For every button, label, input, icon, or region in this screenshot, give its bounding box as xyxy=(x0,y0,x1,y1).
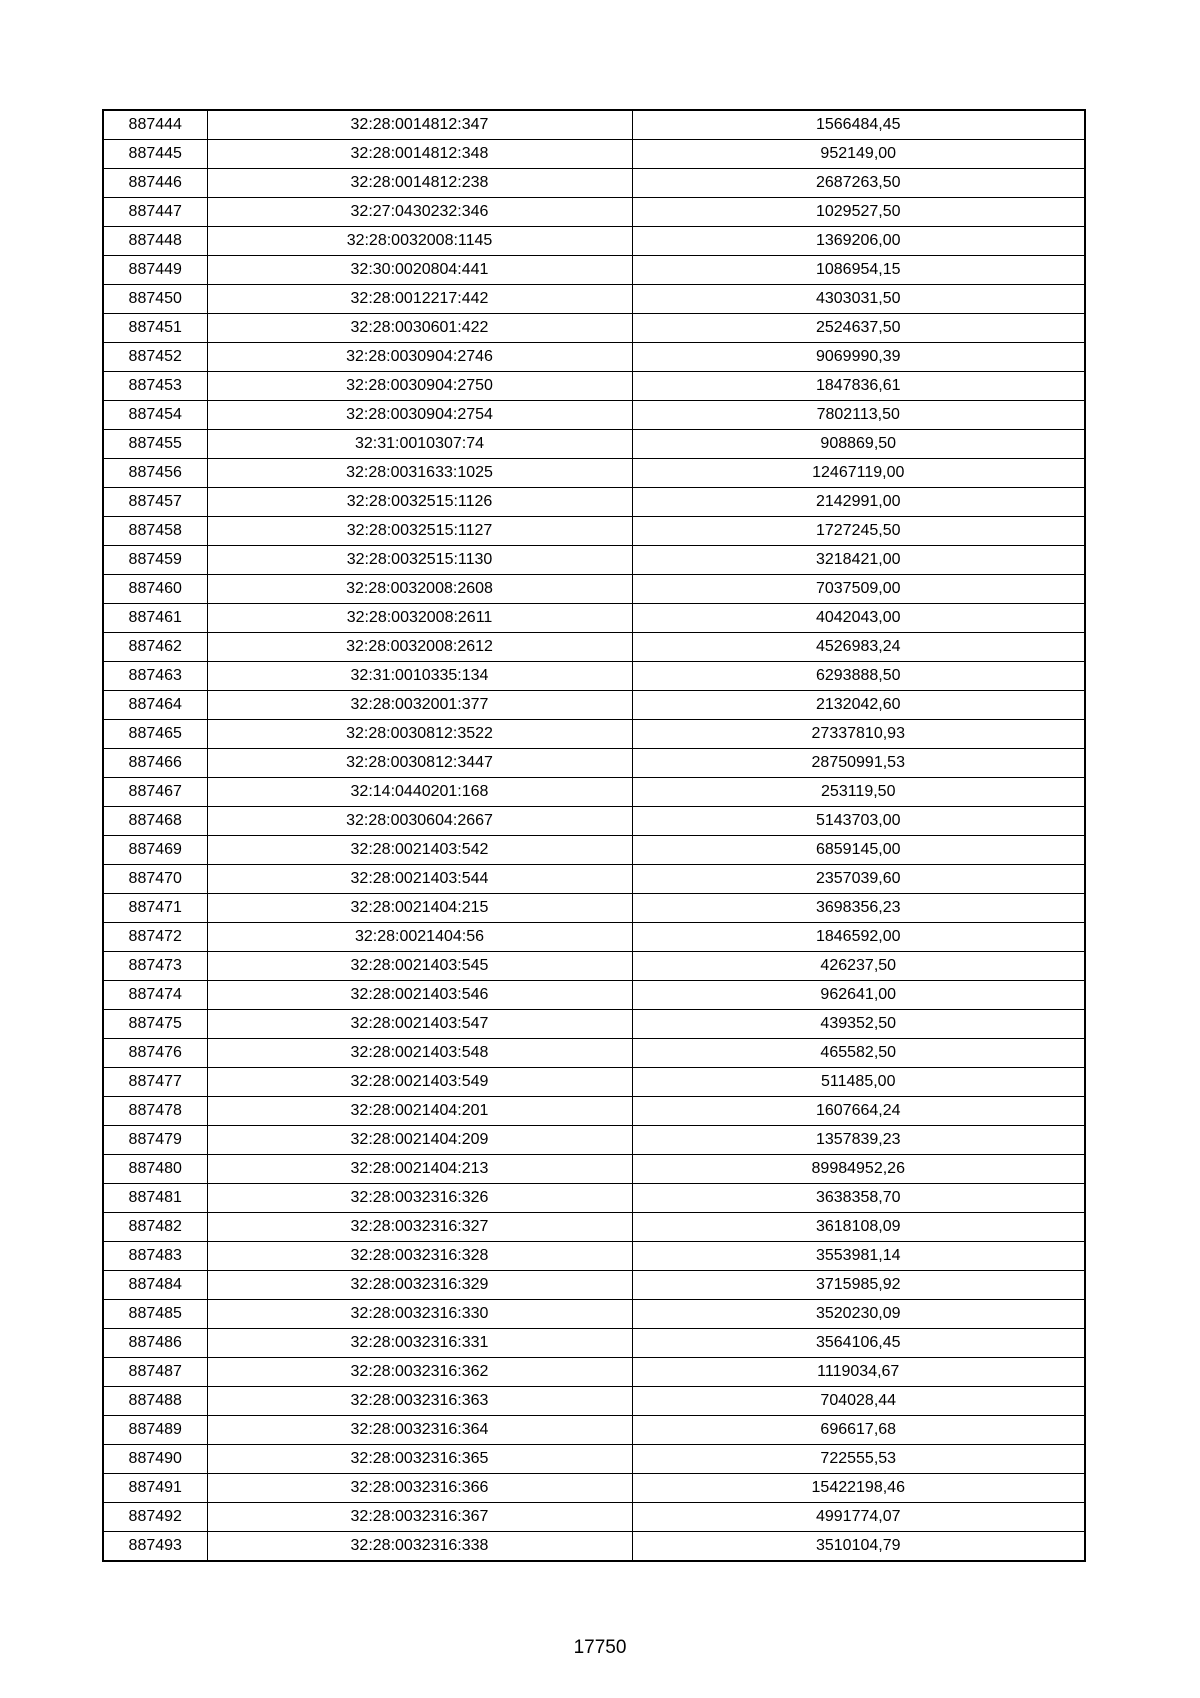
cadastral-value-cell: 1357839,23 xyxy=(632,1126,1085,1155)
table-row xyxy=(103,720,1085,749)
cadastral-value-cell: 1086954,15 xyxy=(632,256,1085,285)
row-number-cell: 887460 xyxy=(103,575,207,604)
cadastral-value-cell: 4526983,24 xyxy=(632,633,1085,662)
cadastral-value-cell: 3553981,14 xyxy=(632,1242,1085,1271)
cadastral-number-cell: 32:28:0014812:348 xyxy=(207,140,632,169)
table-row xyxy=(103,488,1085,517)
row-number-cell: 887478 xyxy=(103,1097,207,1126)
row-number-cell: 887446 xyxy=(103,169,207,198)
table-row xyxy=(103,343,1085,372)
cadastral-value-cell: 28750991,53 xyxy=(632,749,1085,778)
row-number-cell: 887477 xyxy=(103,1068,207,1097)
row-number-cell: 887444 xyxy=(103,110,207,140)
cadastral-number-cell: 32:28:0021404:201 xyxy=(207,1097,632,1126)
cadastral-value-cell: 1029527,50 xyxy=(632,198,1085,227)
table-row xyxy=(103,604,1085,633)
cadastral-value-cell: 1727245,50 xyxy=(632,517,1085,546)
row-number-cell: 887467 xyxy=(103,778,207,807)
cadastral-number-cell: 32:28:0030904:2754 xyxy=(207,401,632,430)
cadastral-number-cell: 32:28:0032316:329 xyxy=(207,1271,632,1300)
row-number-cell: 887463 xyxy=(103,662,207,691)
cadastral-value-cell: 3698356,23 xyxy=(632,894,1085,923)
cadastral-number-cell: 32:28:0032316:362 xyxy=(207,1358,632,1387)
cadastral-value-cell: 6293888,50 xyxy=(632,662,1085,691)
table-row xyxy=(103,1416,1085,1445)
row-number-cell: 887470 xyxy=(103,865,207,894)
row-number-cell: 887459 xyxy=(103,546,207,575)
cadastral-value-cell: 3618108,09 xyxy=(632,1213,1085,1242)
cadastral-number-cell: 32:28:0021404:213 xyxy=(207,1155,632,1184)
table-row xyxy=(103,865,1085,894)
table-row xyxy=(103,691,1085,720)
cadastral-value-cell: 2687263,50 xyxy=(632,169,1085,198)
table-row xyxy=(103,1242,1085,1271)
table-row xyxy=(103,546,1085,575)
cadastral-number-cell: 32:28:0032316:367 xyxy=(207,1503,632,1532)
table-row xyxy=(103,981,1085,1010)
cadastral-number-cell: 32:28:0032316:327 xyxy=(207,1213,632,1242)
row-number-cell: 887484 xyxy=(103,1271,207,1300)
table-row xyxy=(103,662,1085,691)
cadastral-number-cell: 32:14:0440201:168 xyxy=(207,778,632,807)
cadastral-number-cell: 32:28:0021403:546 xyxy=(207,981,632,1010)
cadastral-value-cell: 4042043,00 xyxy=(632,604,1085,633)
table-row xyxy=(103,836,1085,865)
table-row xyxy=(103,372,1085,401)
cadastral-number-cell: 32:28:0032515:1127 xyxy=(207,517,632,546)
row-number-cell: 887473 xyxy=(103,952,207,981)
cadastral-number-cell: 32:28:0021404:215 xyxy=(207,894,632,923)
cadastral-value-cell: 2357039,60 xyxy=(632,865,1085,894)
cadastral-value-cell: 9069990,39 xyxy=(632,343,1085,372)
cadastral-value-cell: 3510104,79 xyxy=(632,1532,1085,1562)
row-number-cell: 887479 xyxy=(103,1126,207,1155)
row-number-cell: 887482 xyxy=(103,1213,207,1242)
cadastral-number-cell: 32:28:0032316:326 xyxy=(207,1184,632,1213)
cadastral-value-cell: 1607664,24 xyxy=(632,1097,1085,1126)
cadastral-number-cell: 32:28:0021403:545 xyxy=(207,952,632,981)
table-row xyxy=(103,430,1085,459)
cadastral-number-cell: 32:28:0032316:330 xyxy=(207,1300,632,1329)
cadastral-number-cell: 32:28:0032515:1130 xyxy=(207,546,632,575)
cadastral-value-cell: 2524637,50 xyxy=(632,314,1085,343)
cadastral-value-cell: 1566484,45 xyxy=(632,110,1085,140)
cadastral-value-cell: 511485,00 xyxy=(632,1068,1085,1097)
cadastral-value-cell: 696617,68 xyxy=(632,1416,1085,1445)
cadastral-number-cell: 32:28:0021403:542 xyxy=(207,836,632,865)
document-page xyxy=(102,109,1084,1562)
row-number-cell: 887451 xyxy=(103,314,207,343)
cadastral-number-cell: 32:28:0031633:1025 xyxy=(207,459,632,488)
cadastral-number-cell: 32:28:0032008:2608 xyxy=(207,575,632,604)
cadastral-number-cell: 32:28:0021403:549 xyxy=(207,1068,632,1097)
table-row xyxy=(103,1213,1085,1242)
table-row xyxy=(103,894,1085,923)
cadastral-number-cell: 32:28:0032316:338 xyxy=(207,1532,632,1562)
row-number-cell: 887449 xyxy=(103,256,207,285)
cadastral-number-cell: 32:28:0021403:547 xyxy=(207,1010,632,1039)
cadastral-number-cell: 32:28:0032316:328 xyxy=(207,1242,632,1271)
cadastral-number-cell: 32:31:0010335:134 xyxy=(207,662,632,691)
cadastral-value-cell: 7037509,00 xyxy=(632,575,1085,604)
row-number-cell: 887454 xyxy=(103,401,207,430)
cadastral-number-cell: 32:28:0032008:2612 xyxy=(207,633,632,662)
cadastral-number-cell: 32:28:0032008:2611 xyxy=(207,604,632,633)
table-row xyxy=(103,1445,1085,1474)
table-row xyxy=(103,198,1085,227)
row-number-cell: 887466 xyxy=(103,749,207,778)
cadastral-number-cell: 32:28:0030604:2667 xyxy=(207,807,632,836)
table-row xyxy=(103,256,1085,285)
table-row xyxy=(103,807,1085,836)
cadastral-value-cell: 465582,50 xyxy=(632,1039,1085,1068)
cadastral-value-cell: 2132042,60 xyxy=(632,691,1085,720)
cadastral-value-cell: 27337810,93 xyxy=(632,720,1085,749)
table-row xyxy=(103,1068,1085,1097)
table-row xyxy=(103,110,1085,140)
row-number-cell: 887491 xyxy=(103,1474,207,1503)
table-row xyxy=(103,923,1085,952)
row-number-cell: 887490 xyxy=(103,1445,207,1474)
row-number-cell: 887492 xyxy=(103,1503,207,1532)
cadastral-value-cell: 6859145,00 xyxy=(632,836,1085,865)
row-number-cell: 887472 xyxy=(103,923,207,952)
cadastral-number-cell: 32:28:0032515:1126 xyxy=(207,488,632,517)
table-body xyxy=(103,110,1085,1561)
cadastral-number-cell: 32:28:0030812:3522 xyxy=(207,720,632,749)
cadastral-value-cell: 89984952,26 xyxy=(632,1155,1085,1184)
row-number-cell: 887486 xyxy=(103,1329,207,1358)
cadastral-number-cell: 32:28:0032316:363 xyxy=(207,1387,632,1416)
table-row xyxy=(103,749,1085,778)
table-row xyxy=(103,1358,1085,1387)
table-row xyxy=(103,633,1085,662)
cadastral-number-cell: 32:28:0030904:2750 xyxy=(207,372,632,401)
table-row xyxy=(103,140,1085,169)
cadastral-number-cell: 32:28:0032001:377 xyxy=(207,691,632,720)
row-number-cell: 887480 xyxy=(103,1155,207,1184)
cadastral-value-cell: 952149,00 xyxy=(632,140,1085,169)
row-number-cell: 887458 xyxy=(103,517,207,546)
row-number-cell: 887448 xyxy=(103,227,207,256)
page-number: 17750 xyxy=(573,1637,627,1658)
cadastral-value-cell: 3715985,92 xyxy=(632,1271,1085,1300)
row-number-cell: 887475 xyxy=(103,1010,207,1039)
cadastral-value-cell: 253119,50 xyxy=(632,778,1085,807)
row-number-cell: 887483 xyxy=(103,1242,207,1271)
table-row xyxy=(103,285,1085,314)
table-row xyxy=(103,459,1085,488)
cadastral-value-cell: 1369206,00 xyxy=(632,227,1085,256)
row-number-cell: 887450 xyxy=(103,285,207,314)
cadastral-number-cell: 32:28:0030812:3447 xyxy=(207,749,632,778)
table-row xyxy=(103,227,1085,256)
row-number-cell: 887455 xyxy=(103,430,207,459)
cadastral-number-cell: 32:28:0014812:347 xyxy=(207,110,632,140)
row-number-cell: 887468 xyxy=(103,807,207,836)
row-number-cell: 887488 xyxy=(103,1387,207,1416)
cadastral-number-cell: 32:28:0014812:238 xyxy=(207,169,632,198)
row-number-cell: 887465 xyxy=(103,720,207,749)
table-row xyxy=(103,952,1085,981)
row-number-cell: 887457 xyxy=(103,488,207,517)
row-number-cell: 887447 xyxy=(103,198,207,227)
cadastral-number-cell: 32:28:0032008:1145 xyxy=(207,227,632,256)
cadastral-value-cell: 5143703,00 xyxy=(632,807,1085,836)
cadastral-value-cell: 439352,50 xyxy=(632,1010,1085,1039)
cadastral-number-cell: 32:28:0032316:364 xyxy=(207,1416,632,1445)
table-row xyxy=(103,1126,1085,1155)
table-row xyxy=(103,314,1085,343)
table-row xyxy=(103,778,1085,807)
table-row xyxy=(103,517,1085,546)
cadastral-value-cell: 908869,50 xyxy=(632,430,1085,459)
table-row xyxy=(103,1329,1085,1358)
row-number-cell: 887474 xyxy=(103,981,207,1010)
table-row xyxy=(103,1503,1085,1532)
cadastral-number-cell: 32:28:0021404:209 xyxy=(207,1126,632,1155)
cadastral-value-cell: 962641,00 xyxy=(632,981,1085,1010)
table-row xyxy=(103,1300,1085,1329)
cadastral-number-cell: 32:31:0010307:74 xyxy=(207,430,632,459)
table-row xyxy=(103,401,1085,430)
cadastral-value-cell: 7802113,50 xyxy=(632,401,1085,430)
row-number-cell: 887469 xyxy=(103,836,207,865)
cadastral-number-cell: 32:28:0021404:56 xyxy=(207,923,632,952)
row-number-cell: 887487 xyxy=(103,1358,207,1387)
table-row xyxy=(103,1532,1085,1562)
table-row xyxy=(103,1010,1085,1039)
cadastral-value-cell: 3218421,00 xyxy=(632,546,1085,575)
table-row xyxy=(103,1387,1085,1416)
cadastral-number-cell: 32:28:0021403:548 xyxy=(207,1039,632,1068)
cadastral-value-cell: 15422198,46 xyxy=(632,1474,1085,1503)
table-row xyxy=(103,1271,1085,1300)
cadastral-number-cell: 32:28:0032316:331 xyxy=(207,1329,632,1358)
row-number-cell: 887452 xyxy=(103,343,207,372)
cadastral-value-cell: 4303031,50 xyxy=(632,285,1085,314)
row-number-cell: 887489 xyxy=(103,1416,207,1445)
cadastral-value-cell: 704028,44 xyxy=(632,1387,1085,1416)
row-number-cell: 887485 xyxy=(103,1300,207,1329)
cadastral-value-cell: 3564106,45 xyxy=(632,1329,1085,1358)
row-number-cell: 887445 xyxy=(103,140,207,169)
cadastral-number-cell: 32:28:0030601:422 xyxy=(207,314,632,343)
table-row xyxy=(103,1474,1085,1503)
table-row xyxy=(103,169,1085,198)
cadastral-number-cell: 32:28:0032316:366 xyxy=(207,1474,632,1503)
cadastral-value-cell: 1846592,00 xyxy=(632,923,1085,952)
table-row xyxy=(103,1184,1085,1213)
cadastral-number-cell: 32:28:0021403:544 xyxy=(207,865,632,894)
cadastral-value-cell: 426237,50 xyxy=(632,952,1085,981)
cadastral-value-cell: 1847836,61 xyxy=(632,372,1085,401)
row-number-cell: 887481 xyxy=(103,1184,207,1213)
cadastral-value-cell: 3520230,09 xyxy=(632,1300,1085,1329)
cadastral-value-cell: 12467119,00 xyxy=(632,459,1085,488)
row-number-cell: 887456 xyxy=(103,459,207,488)
cadastral-value-cell: 4991774,07 xyxy=(632,1503,1085,1532)
row-number-cell: 887493 xyxy=(103,1532,207,1562)
row-number-cell: 887476 xyxy=(103,1039,207,1068)
row-number-cell: 887453 xyxy=(103,372,207,401)
cadastral-value-cell: 722555,53 xyxy=(632,1445,1085,1474)
cadastral-value-cell: 2142991,00 xyxy=(632,488,1085,517)
cadastral-value-cell: 1119034,67 xyxy=(632,1358,1085,1387)
cadastral-number-cell: 32:28:0030904:2746 xyxy=(207,343,632,372)
table-row xyxy=(103,575,1085,604)
table-row xyxy=(103,1097,1085,1126)
cadastral-number-cell: 32:27:0430232:346 xyxy=(207,198,632,227)
row-number-cell: 887471 xyxy=(103,894,207,923)
row-number-cell: 887461 xyxy=(103,604,207,633)
cadastral-number-cell: 32:28:0012217:442 xyxy=(207,285,632,314)
row-number-cell: 887464 xyxy=(103,691,207,720)
table-row xyxy=(103,1155,1085,1184)
cadastral-value-cell: 3638358,70 xyxy=(632,1184,1085,1213)
row-number-cell: 887462 xyxy=(103,633,207,662)
table-row xyxy=(103,1039,1085,1068)
cadastral-number-cell: 32:28:0032316:365 xyxy=(207,1445,632,1474)
cadastral-number-cell: 32:30:0020804:441 xyxy=(207,256,632,285)
cadastral-value-table xyxy=(102,109,1086,1562)
